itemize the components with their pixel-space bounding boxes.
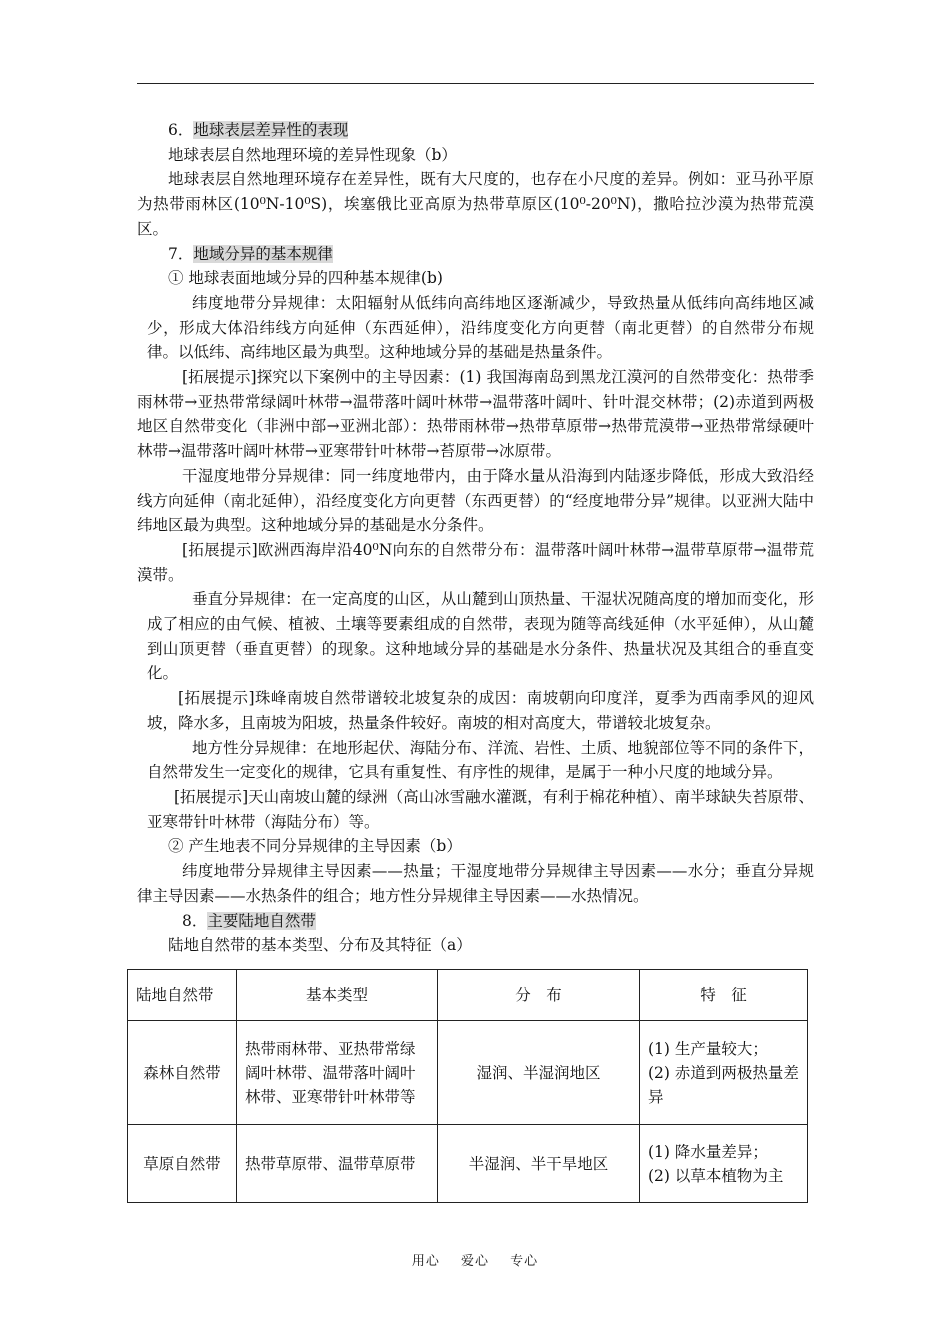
document-body xyxy=(137,118,814,958)
extension-tip-4: [拓展提示]天山南坡山麓的绿洲（高山冰雪融水灌溉，有利于棉花种植）、南半球缺失苔原带、亚寒带针叶林带（海陆分布）等。 xyxy=(147,787,814,831)
section-number: 7． xyxy=(168,244,194,263)
table-header-row xyxy=(128,970,808,1021)
footer-word: 爱心 xyxy=(460,1254,489,1269)
section-6-heading xyxy=(137,118,814,143)
feature-line: (1) 降水量差异； xyxy=(648,1142,768,1161)
zone-cell: 草原自然带 xyxy=(128,1125,237,1203)
dominant-factors-paragraph: 纬度地带分异规律主导因素——热量；干湿度地带分异规律主导因素——水分；垂直分异规律主导因素——水热条件的组合；地方性分异规律主导因素——水热情况。 xyxy=(137,862,814,905)
table-row xyxy=(128,1125,808,1203)
header-cell: 基本类型 xyxy=(237,970,438,1021)
page-footer xyxy=(0,1250,950,1269)
section-7-subheading-2: ② 产生地表不同分异规律的主导因素（b） xyxy=(168,837,462,856)
section-title: 地球表层差异性的表现 xyxy=(193,121,349,139)
extension-tip-1: [拓展提示]探究以下案例中的主导因素：(1) 我国海南岛到黑龙江漠河的自然带变化：热带季雨林带→亚热带常绿阔叶林带→温带落叶阔叶林带→温带落叶阔叶、针叶混交林带；(2)赤道到两极地区自然带变化（非洲中部→亚洲北部）：热带雨林带→热带草原带→热带荒漠带→亚热带常绿硬叶林带→温带落叶阔叶林带→亚寒带针叶林带→苔原带→冰原带。 xyxy=(137,368,814,461)
natural-zone-table xyxy=(127,969,808,1203)
section-8-subheading: 陆地自然带的基本类型、分布及其特征（a） xyxy=(168,936,472,955)
header-cell: 陆地自然带 xyxy=(128,970,237,1021)
vertical-rule-paragraph: 垂直分异规律：在一定高度的山区，从山麓到山顶热量、干湿状况随高度的增加而变化，形成了相应的由气候、植被、土壤等要素组成的自然带，表现为随等高线延伸（水平延伸），从山麓到山顶更替（垂直更替）的现象。这种地域分异的基础是水分条件、热量状况及其组合的垂直变化。 xyxy=(147,590,814,683)
header-rule xyxy=(137,83,814,84)
section-7-subheading-1: ① 地球表面地域分异的四种基本规律(b) xyxy=(168,269,443,288)
section-8-heading xyxy=(137,909,814,934)
footer-word: 用心 xyxy=(411,1254,440,1269)
moisture-rule-paragraph: 干湿度地带分异规律：同一纬度地带内，由于降水量从沿海到内陆逐步降低，形成大致沿经线方向延伸（南北延伸），沿经度变化方向更替（东西更替）的“经度地带分异”规律。以亚洲大陆中纬地区最为典型。这种地域分异的基础是水分条件。 xyxy=(137,466,814,535)
extension-tip-3: [拓展提示]珠峰南坡自然带谱较北坡复杂的成因：南坡朝向印度洋，夏季为西南季风的迎风坡，降水多，且南坡为阳坡，热量条件较好。南坡的相对高度大，带谱较北坡复杂。 xyxy=(147,689,814,732)
feature-cell xyxy=(640,1021,808,1125)
local-rule-paragraph: 地方性分异规律：在地形起伏、海陆分布、洋流、岩性、土质、地貌部位等不同的条件下，自然带发生一定变化的规律，它具有重复性、有序性的规律，是属于一种小尺度的地域分异。 xyxy=(147,738,814,782)
zone-cell: 森林自然带 xyxy=(128,1021,237,1125)
distribution-cell: 半湿润、半干旱地区 xyxy=(438,1125,640,1203)
section-title: 主要陆地自然带 xyxy=(207,911,316,930)
section-7-heading xyxy=(137,242,814,267)
feature-line: (2) 以草本植物为主 xyxy=(648,1166,784,1185)
extension-tip-2: [拓展提示]欧洲西海岸沿40⁰N向东的自然带分布：温带落叶阔叶林带→温带草原带→温带荒漠带。 xyxy=(137,540,814,584)
section-number: 8． xyxy=(182,911,208,930)
latitude-rule-paragraph: 纬度地带分异规律：太阳辐射从低纬向高纬地区逐渐减少，导致热量从低纬向高纬地区减少，形成大体沿纬线方向延伸（东西延伸），沿纬度变化方向更替（南北更替）的自然带分布规律。以低纬、高纬地区最为典型。这种地域分异的基础是热量条件。 xyxy=(147,293,814,362)
section-6-paragraph: 地球表层自然地理环境存在差异性，既有大尺度的，也存在小尺度的差异。例如：亚马孙平原为热带雨林区(10⁰N-10⁰S)，埃塞俄比亚高原为热带草原区(10⁰-20⁰N)，撒哈拉沙漠为热带荒漠区。 xyxy=(137,170,814,238)
footer-word: 专心 xyxy=(510,1254,539,1269)
header-cell: 分 布 xyxy=(438,970,640,1021)
distribution-cell: 湿润、半湿润地区 xyxy=(438,1021,640,1125)
section-number: 6． xyxy=(168,121,194,139)
header-cell: 特 征 xyxy=(640,970,808,1021)
feature-cell xyxy=(640,1125,808,1203)
types-cell: 热带草原带、温带草原带 xyxy=(237,1125,438,1203)
feature-line: (1) 生产量较大； xyxy=(648,1039,768,1058)
section-6-subheading: 地球表层自然地理环境的差异性现象（b） xyxy=(168,145,457,164)
table-row xyxy=(128,1021,808,1125)
types-cell: 热带雨林带、亚热带常绿阔叶林带、温带落叶阔叶林带、亚寒带针叶林带等 xyxy=(237,1021,438,1125)
feature-line: (2) 赤道到两极热量差异 xyxy=(648,1063,799,1106)
section-title: 地域分异的基本规律 xyxy=(193,244,333,263)
